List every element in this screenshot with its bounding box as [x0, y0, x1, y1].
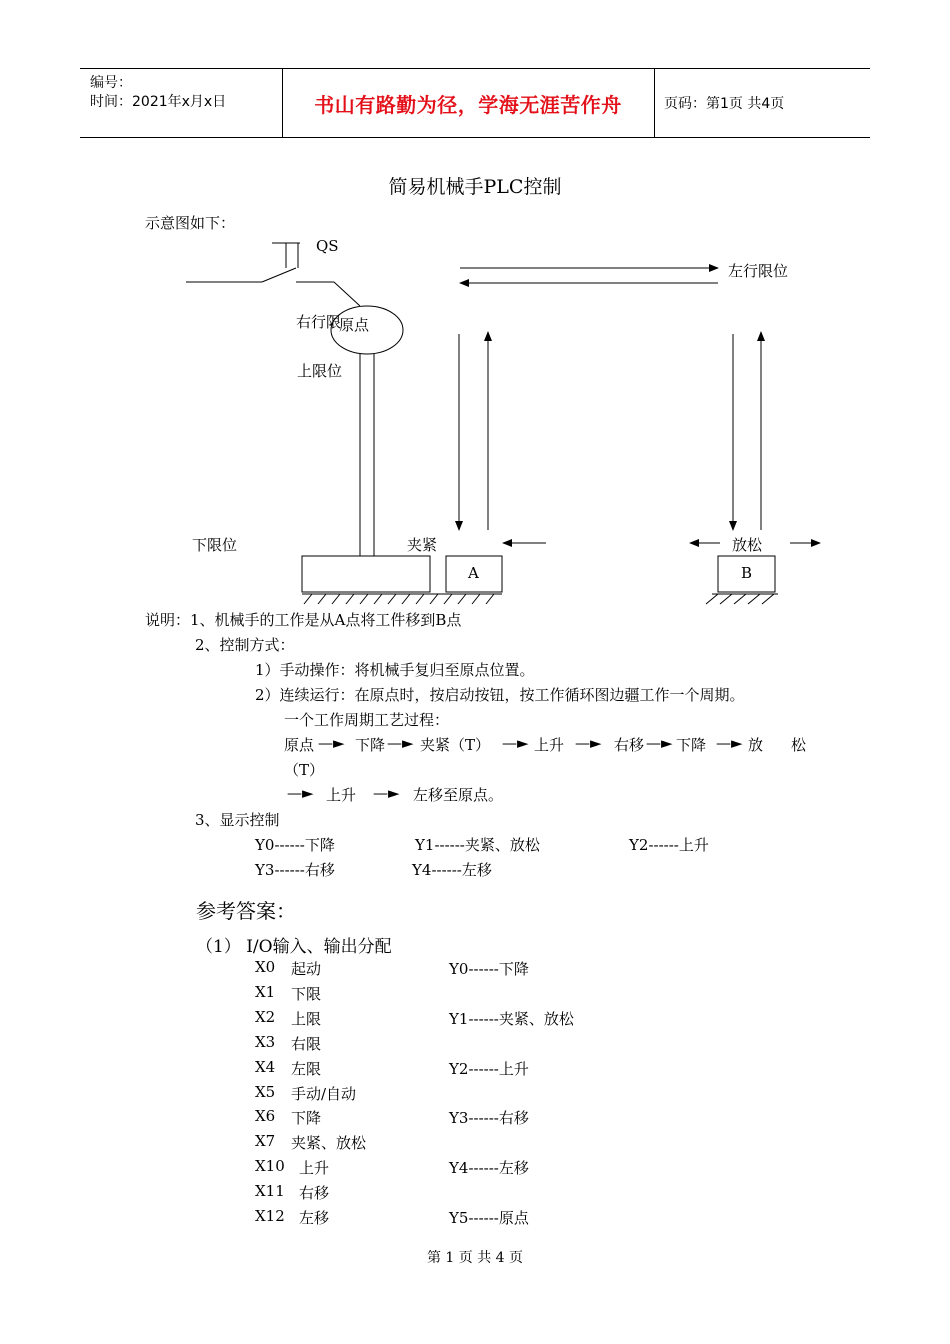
doc-title: 简易机械手PLC控制: [388, 176, 562, 198]
clamp-label: 夹紧: [407, 536, 438, 554]
process-step: 夹紧（T）: [420, 736, 491, 754]
input-label: 左限: [291, 1059, 322, 1078]
input-code: X4: [255, 1057, 276, 1076]
header-left-cell: [80, 69, 283, 137]
desc-line-5: 一个工作周期工艺过程：: [284, 711, 450, 729]
input-label: 左移: [299, 1209, 330, 1227]
input-code: X12: [255, 1207, 285, 1225]
input-code: X3: [255, 1032, 276, 1051]
header-right-cell: [654, 69, 870, 137]
input-code: X5: [255, 1082, 276, 1101]
process-arrow: —►: [387, 734, 414, 752]
process-step: 右移: [614, 736, 645, 754]
input-code: X2: [255, 1007, 276, 1026]
page-footer: 第 1 页 共 4 页: [426, 1250, 524, 1266]
page-label: 页码：第1页 共4页: [664, 96, 785, 112]
input-code: X7: [255, 1132, 276, 1151]
right-limit-label: 右行限: [296, 313, 342, 331]
input-label: 夹紧、放松: [291, 1134, 367, 1153]
serial-label: 编号：: [90, 75, 132, 91]
header-motto-cell: [282, 69, 655, 137]
display-item: Y2------上升: [629, 836, 709, 854]
input-label: 右移: [299, 1184, 330, 1203]
process-arrow: —►: [646, 734, 673, 752]
process-step: 下降: [355, 736, 386, 754]
output-item: Y0------下降: [449, 960, 529, 978]
input-label: 下限: [291, 984, 322, 1003]
input-label: 手动/自动: [291, 1084, 357, 1103]
input-label: 右限: [291, 1034, 322, 1053]
process-arrow: —►: [575, 734, 602, 752]
display-item: Y3------右移: [255, 861, 335, 879]
process-step: 松: [791, 736, 807, 754]
origin-label: 原点: [339, 316, 370, 334]
base-block: [302, 556, 430, 592]
qs-label: QS: [316, 237, 339, 255]
point-a-label: A: [468, 564, 479, 582]
input-label: 上限: [291, 1009, 322, 1028]
ground-hatch-b: [706, 594, 778, 604]
process-step: 下降: [676, 736, 707, 754]
process-arrow: —►: [373, 784, 400, 802]
io-title: （1） I/O输入、输出分配: [196, 937, 392, 957]
desc-line-4: 2）连续运行：在原点时，按启动按钮，按工作循环图边疆工作一个周期。: [255, 686, 745, 704]
input-code: X1: [255, 982, 276, 1001]
left-limit-label: 左行限位: [728, 262, 789, 280]
process-arrow: —►: [287, 784, 314, 802]
page-header: [80, 68, 870, 138]
intro-text: 示意图如下：: [145, 214, 236, 232]
upper-limit-label: 上限位: [297, 362, 343, 380]
manipulator-diagram: [0, 230, 950, 610]
output-item: Y2------上升: [449, 1059, 529, 1078]
output-item: Y4------左移: [449, 1159, 529, 1178]
ground-hatch-a: [302, 594, 502, 604]
desc-line-1: 说明：1、机械手的工作是从A点将工件移到B点: [145, 611, 462, 629]
process-step: 左移至原点。: [413, 786, 504, 804]
motto: 书山有路勤为径，学海无涯苦作舟: [314, 92, 622, 117]
input-code: X6: [255, 1107, 276, 1126]
process-step: 上升: [534, 736, 565, 754]
output-item: Y3------右移: [449, 1109, 529, 1128]
release-label: 放松: [732, 536, 763, 554]
process-step: 原点: [284, 736, 315, 754]
desc-line-6: 3、显示控制: [195, 811, 280, 829]
display-item: Y0------下降: [255, 836, 335, 854]
process-step: 放: [748, 736, 764, 754]
process-arrow: —►: [502, 734, 529, 752]
point-b-label: B: [741, 564, 753, 582]
input-code: X11: [255, 1182, 285, 1201]
time-label: 时间：2021年x月x日: [90, 94, 227, 110]
lower-limit-label: 下限位: [192, 536, 238, 554]
process-arrow: —►: [716, 734, 743, 752]
input-label: 上升: [299, 1159, 330, 1178]
display-item: Y1------夹紧、放松: [415, 836, 540, 854]
input-label: 起动: [291, 960, 322, 978]
process-time: （T）: [284, 761, 325, 779]
desc-line-2: 2、控制方式：: [195, 636, 295, 654]
process-step: 上升: [326, 786, 357, 804]
input-code: X10: [255, 1157, 285, 1176]
desc-line-3: 1）手动操作：将机械手复归至原点位置。: [255, 661, 535, 679]
input-label: 下降: [291, 1109, 322, 1128]
output-item: Y1------夹紧、放松: [449, 1009, 574, 1028]
answer-heading: 参考答案：: [196, 899, 296, 923]
process-arrow: —►: [318, 734, 345, 752]
output-item: Y5------原点: [449, 1209, 529, 1227]
display-item: Y4------左移: [412, 861, 492, 879]
input-code: X0: [255, 958, 276, 976]
